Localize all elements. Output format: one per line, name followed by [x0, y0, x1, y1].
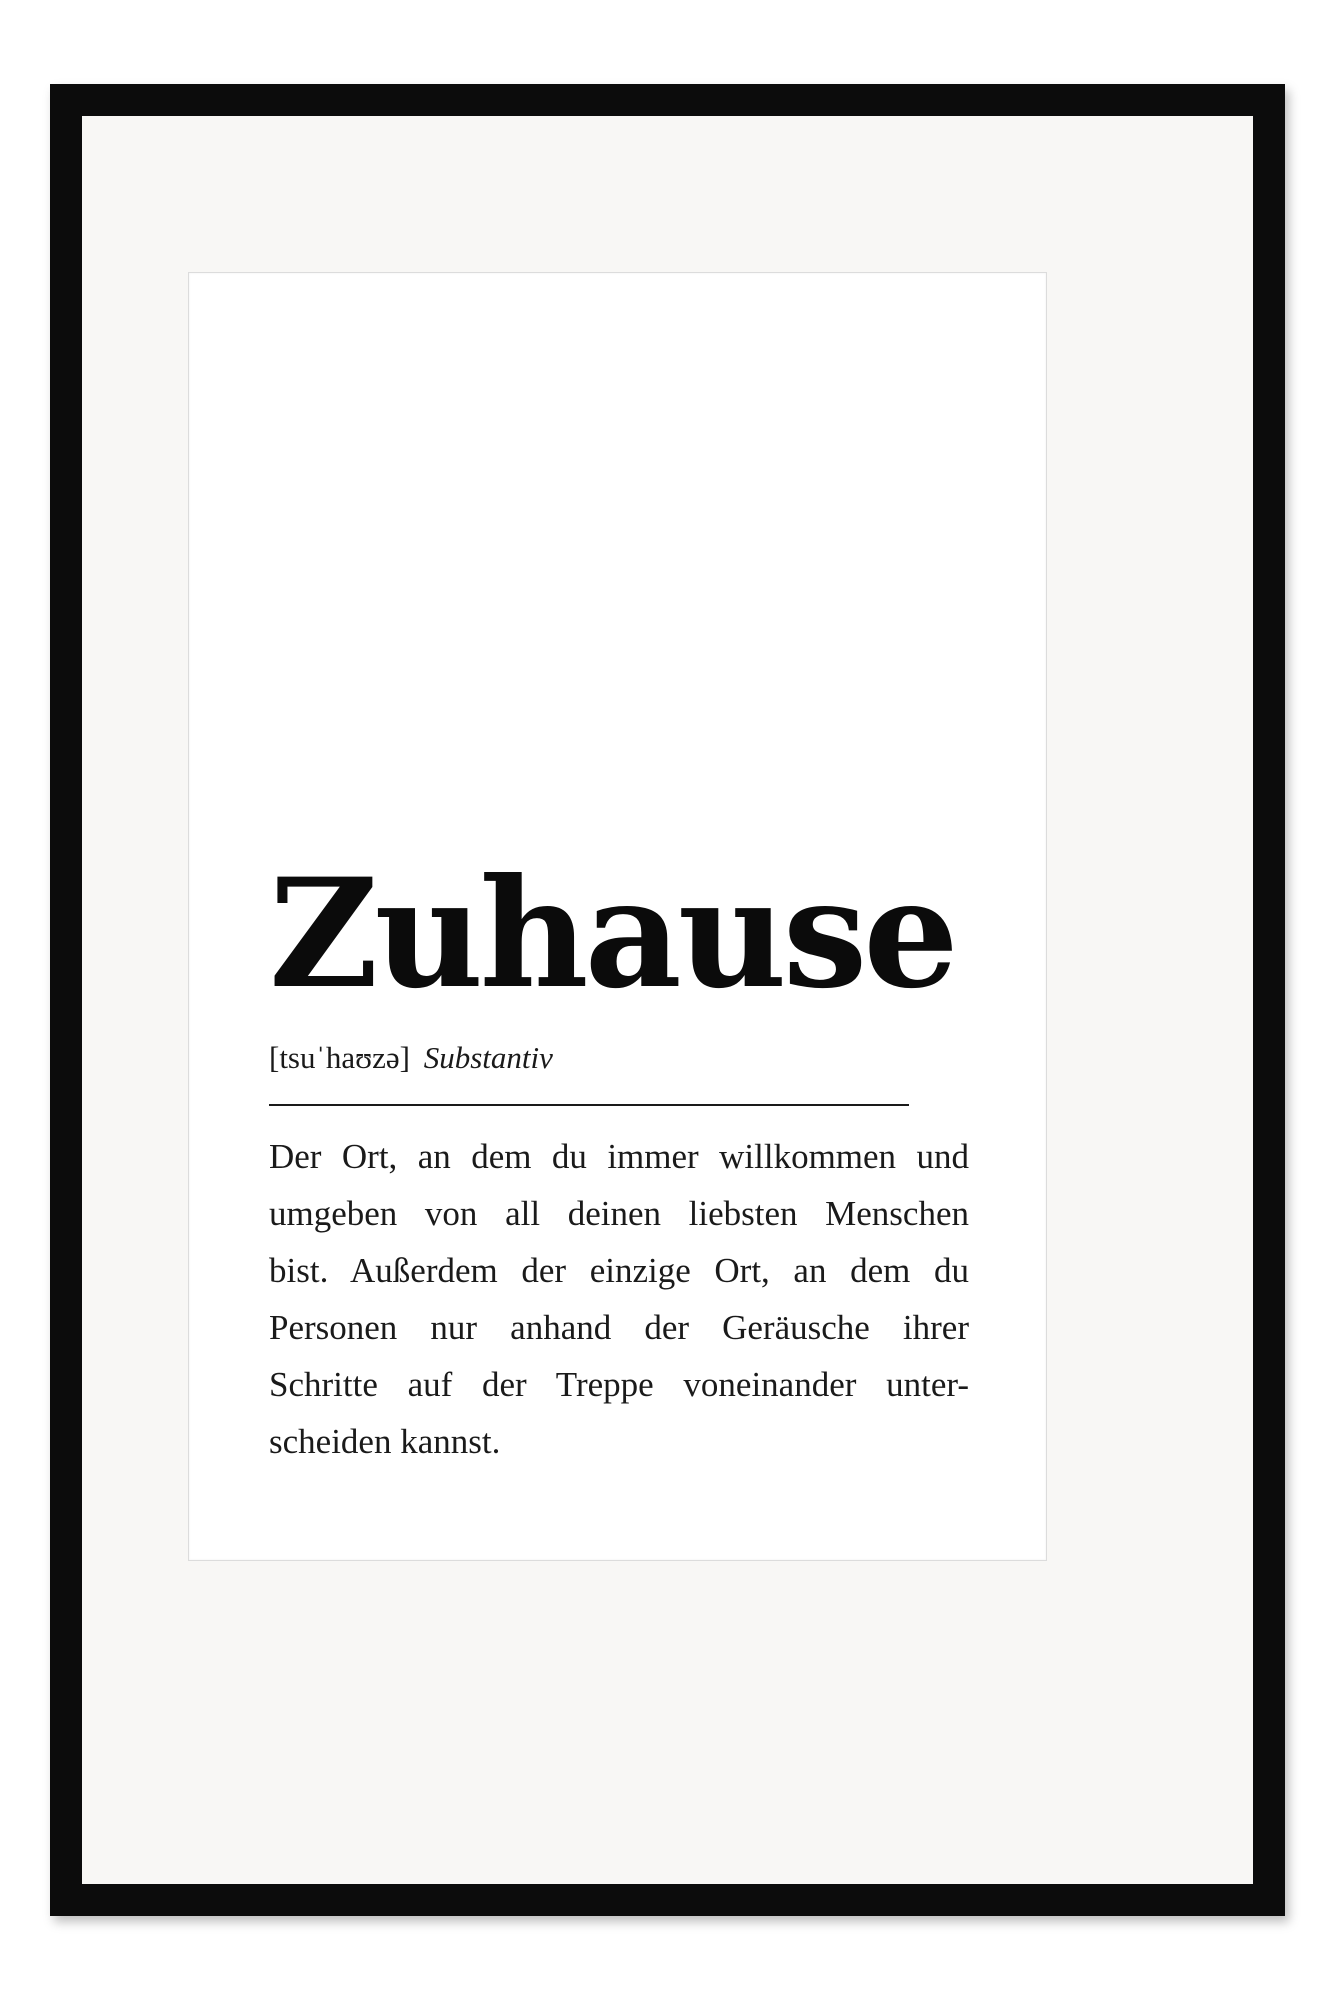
definition-line: bist. Außerdem der einzige Ort, an dem du [269, 1251, 969, 1291]
definition-line: Der Ort, an dem du immer willkommen und [269, 1137, 969, 1177]
definition-line: scheiden kannst. [269, 1422, 501, 1462]
definition-block [269, 846, 969, 1470]
poster-print [188, 272, 1047, 1561]
definition-line: umgeben von all deinen liebsten Menschen [269, 1194, 969, 1234]
divider-rule [269, 1104, 909, 1106]
pronunciation: [tsuˈhaʊzə] [269, 1040, 410, 1075]
pronunciation-line [269, 1039, 969, 1076]
definition-line: Schritte auf der Treppe voneinander unter- [269, 1365, 969, 1405]
headword: Zuhause [269, 846, 955, 1022]
definition-line: Personen nur anhand der Geräusche ihrer [269, 1308, 969, 1348]
part-of-speech: Substantiv [423, 1040, 553, 1075]
definition-text [269, 1128, 969, 1470]
